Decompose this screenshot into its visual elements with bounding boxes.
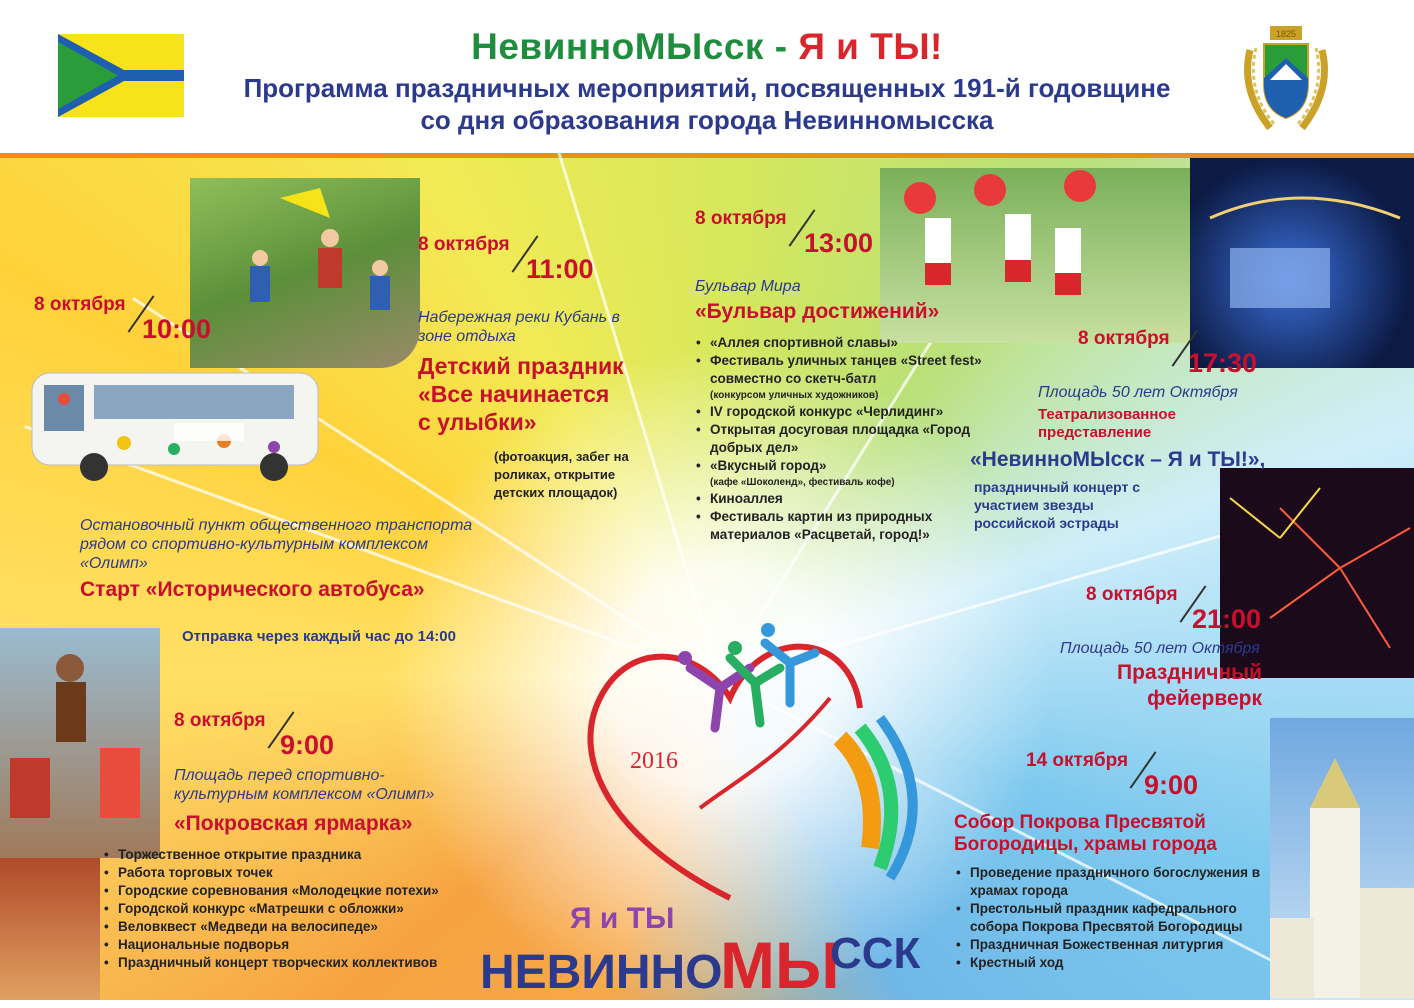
- boulevard-title: «Бульвар достижений»: [695, 300, 940, 323]
- page-title: НевинноМЫсск - Я и ТЫ!: [471, 26, 943, 67]
- list-item: • Праздничная Божественная литургия: [954, 936, 1264, 954]
- stage-photo: [1190, 158, 1414, 368]
- fair-food-photo: [0, 858, 100, 1000]
- bus-title: Старт «Исторического автобуса»: [80, 578, 425, 601]
- list-item: • Городские соревнования «Молодецкие потехи»: [102, 882, 482, 900]
- city-emblem-icon: [1240, 20, 1332, 138]
- fireworks-date: 8 октября: [1086, 584, 1178, 605]
- svg-text:МЫ: МЫ: [720, 928, 840, 1002]
- list-item: • Открытая досуговая площадка «Город добрых дел»: [694, 421, 994, 457]
- city-flag: [58, 34, 184, 117]
- bus-time: 10:00: [142, 314, 212, 344]
- boulevard-time: 13:00: [804, 228, 874, 258]
- fair-date: 8 октября: [174, 710, 266, 731]
- list-item: • «Аллея спортивной славы»: [694, 334, 994, 352]
- list-item: • Фестиваль уличных танцев «Street fest» совместно со скетч-батл: [694, 352, 994, 388]
- list-item: • Проведение праздничного богослужения в храмах города: [954, 864, 1264, 900]
- church-title: Собор Покрова Пресвятой Богородицы, храмы города: [954, 812, 1217, 855]
- theatre-place: Площадь 50 лет Октября: [1038, 384, 1238, 401]
- list-item: • Фестиваль картин из природных материалов «Расцветай, город!»: [694, 508, 994, 544]
- kids-note: (фотоакция, забег на роликах, открытие детских площадок): [494, 449, 629, 500]
- fireworks-place: Площадь 50 лет Октября: [1060, 640, 1260, 657]
- bus-note: Отправка через каждый час до 14:00: [182, 628, 456, 645]
- list-item: • Торжественное открытие праздника: [102, 846, 482, 864]
- svg-text:ССК: ССК: [830, 929, 921, 978]
- poster-body: [0, 158, 1414, 1000]
- list-item: • Киноаллея: [694, 490, 994, 508]
- list-item: (кафе «Шоколенд», фестиваль кофе): [710, 477, 895, 488]
- church-date: 14 октября: [1026, 750, 1129, 771]
- church-items: [954, 864, 1264, 972]
- svg-text:1825: 1825: [1275, 29, 1297, 39]
- kids-time: 11:00: [526, 254, 594, 284]
- fair-time: 9:00: [280, 730, 335, 760]
- header: [0, 0, 1414, 158]
- fair-place: Площадь перед спортивно-культурным комплексом «Олимп»: [174, 767, 435, 803]
- kids-photo: [190, 178, 420, 368]
- boulevard-place: Бульвар Мира: [695, 278, 801, 295]
- svg-text:НЕВИННО: НЕВИННО: [480, 946, 723, 999]
- svg-text:2016: 2016: [630, 748, 678, 774]
- fireworks-time: 21:00: [1192, 604, 1262, 634]
- theatre-subtitle: Театрализованное представление: [1038, 406, 1176, 441]
- kids-place: Набережная реки Кубань в зоне отдыха: [418, 309, 620, 345]
- theatre-date: 8 октября: [1078, 328, 1170, 349]
- list-item: • Крестный ход: [954, 954, 1264, 972]
- list-item: • Веловквест «Медведи на велосипеде»: [102, 918, 482, 936]
- boulevard-items: [694, 334, 994, 544]
- bus-place: Остановочный пункт общественного транспорта рядом со спортивно-культурным комплексом «Олимп»: [80, 517, 473, 572]
- kids-title: Детский праздник «Все начинается с улыбки»: [418, 353, 624, 435]
- page-subtitle: Программа праздничных мероприятий, посвященных 191-й годовщине со дня образования города Невинномысска: [243, 73, 1171, 135]
- theatre-note: праздничный концерт с участием звезды российской эстрады: [974, 479, 1141, 531]
- list-item: • Городской конкурс «Матрешки с обложки»: [102, 900, 482, 918]
- fair-title: «Покровская ярмарка»: [174, 812, 413, 835]
- boulevard-date: 8 октября: [695, 208, 787, 229]
- church-time: 9:00: [1144, 770, 1199, 800]
- kids-date: 8 октября: [418, 234, 510, 255]
- list-item: • Праздничный концерт творческих коллективов: [102, 954, 482, 972]
- theatre-time: 17:30: [1188, 348, 1258, 378]
- fair-items: [102, 846, 482, 972]
- list-item: • Работа торговых точек: [102, 864, 482, 882]
- list-item: • Престольный праздник кафедрального собора Покрова Пресвятой Богородицы: [954, 900, 1264, 936]
- historic-bus-photo: [24, 363, 324, 493]
- fireworks-title: Праздничный фейерверк: [1117, 661, 1262, 710]
- cathedral-photo: [1270, 718, 1414, 1000]
- fair-dancers-photo: [0, 628, 160, 858]
- list-item: (конкурсом уличных художников): [710, 390, 879, 401]
- list-item: • Национальные подворья: [102, 936, 482, 954]
- svg-text:Я и ТЫ: Я и ТЫ: [570, 902, 675, 935]
- list-item: • IV городской конкурс «Черлидинг»: [694, 403, 994, 421]
- list-item: • «Вкусный город»: [694, 457, 994, 475]
- festival-logo: [480, 608, 960, 1002]
- theatre-title: «НевинноМЫсск – Я и ТЫ!»,: [970, 448, 1266, 471]
- bus-date: 8 октября: [34, 294, 126, 315]
